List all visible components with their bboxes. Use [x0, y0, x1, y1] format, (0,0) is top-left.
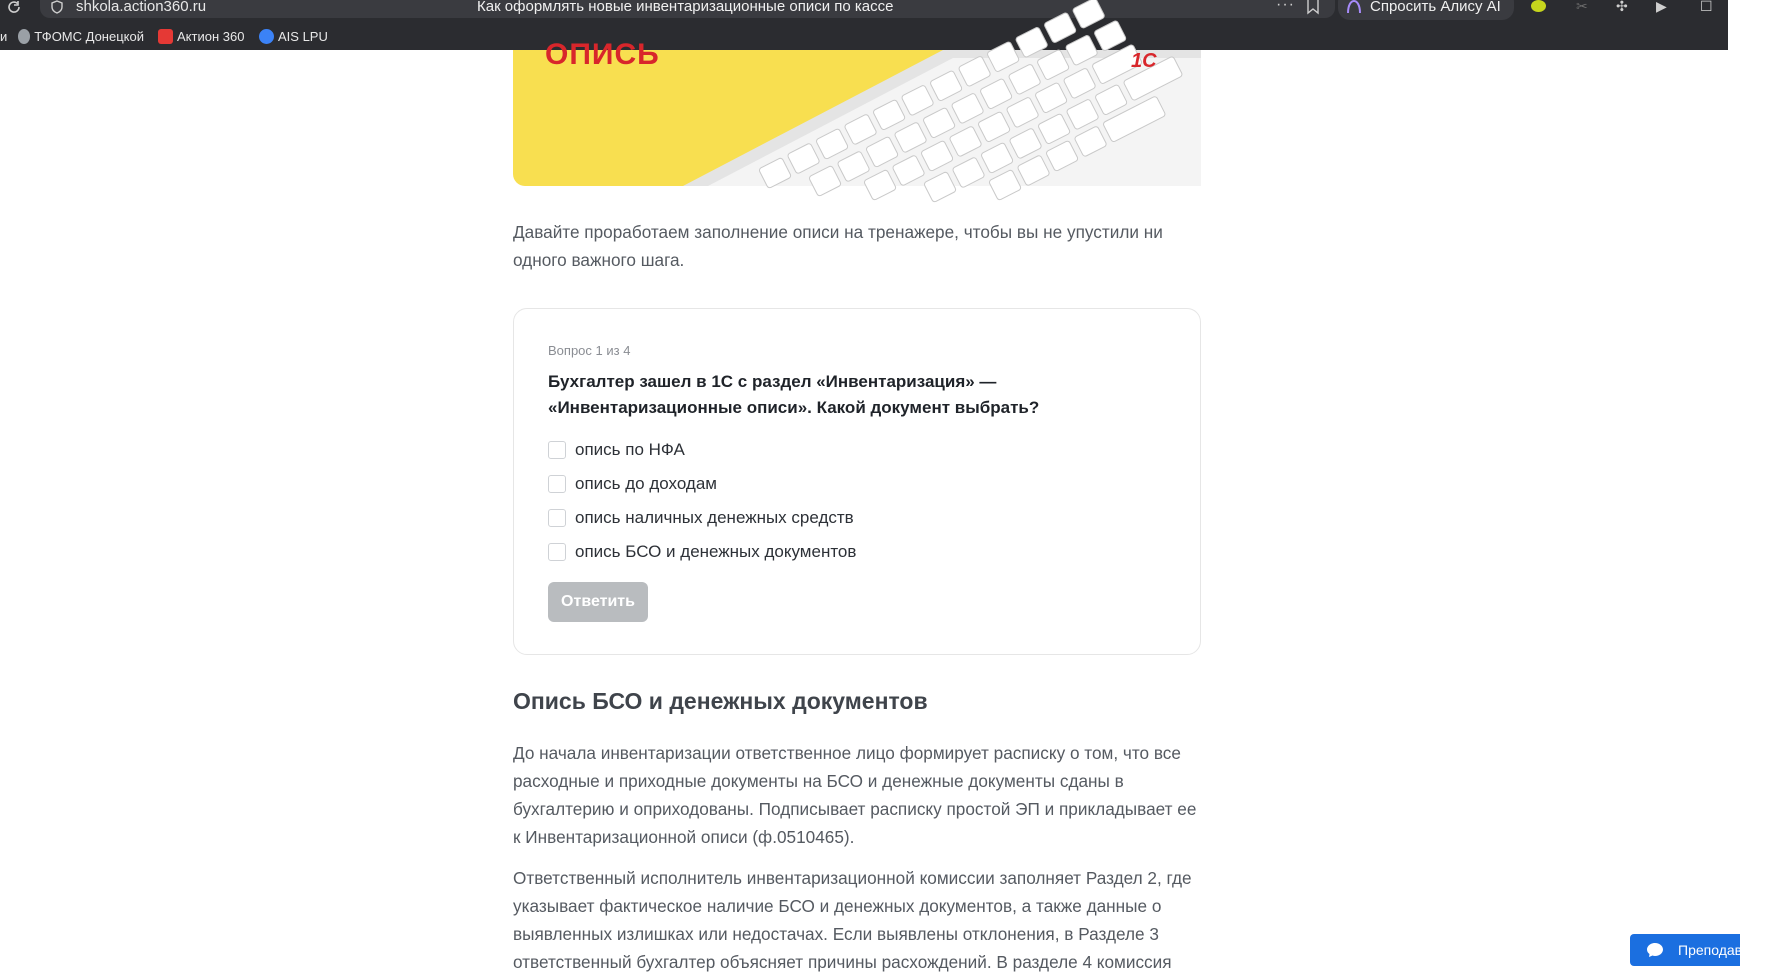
shield-icon[interactable] [50, 0, 64, 14]
question-text: Бухгалтер зашел в 1С с раздел «Инвентаризация» — «Инвентаризационные описи». Какой документ выбрать? [548, 372, 1040, 417]
answer-label: опись по НФА [575, 440, 685, 459]
article-paragraph: До начала инвентаризации ответственное лицо формирует расписку о том, что все расходные и приходные документы на БСО и денежные документы сданы в бухгалтерию и оприходованы. Подписывает расписку простой ЭП и прикладывает ее к Инвентаризационной описи (ф.0510465). [513, 743, 1197, 847]
answer-label: опись БСО и денежных документов [575, 542, 857, 561]
tfoms-icon [18, 29, 30, 44]
answer-option[interactable] [548, 474, 717, 494]
checkbox[interactable] [548, 509, 566, 527]
article-paragraph: Ответственный исполнитель инвентаризационной комиссии заполняет Раздел 2, где указывает фактическое наличие БСО и денежных документов, а также данные о выявленных излишках или недостачах. Если выявлены отклонения, в Разделе 3 ответственный бухгалтер объясняет причины расхождений. В разделе 4 комиссия [513, 868, 1192, 972]
action360-icon [158, 29, 173, 44]
question-counter: Вопрос 1 из 4 [548, 343, 631, 358]
answer-label: опись до доходам [575, 474, 717, 493]
bookmark-label: AIS LPU [278, 29, 328, 44]
bookmark-label: и [0, 29, 8, 44]
quiz-card [513, 308, 1201, 655]
bookmark-item-ais-lpu[interactable] [259, 29, 328, 44]
intro-paragraph: Давайте проработаем заполнение описи на тренажере, чтобы вы не упустили ни одного важного шага. [513, 222, 1163, 270]
checkbox[interactable] [548, 475, 566, 493]
answer-option[interactable] [548, 508, 854, 528]
bookmark-item-action360[interactable] [158, 29, 244, 44]
bookmark-item[interactable] [0, 29, 10, 44]
reload-icon[interactable] [6, 0, 26, 16]
more-menu-icon[interactable]: ··· [1276, 0, 1295, 13]
section-heading: Опись БСО и денежных документов [513, 688, 928, 714]
bookmark-label: Актион 360 [177, 29, 245, 44]
chat-bubble-icon [1646, 942, 1664, 958]
chat-icon[interactable]: ☐ [1700, 0, 1713, 14]
submit-answer-button[interactable]: Ответить [548, 582, 648, 622]
page-title: Как оформлять новые инвентаризационные описи по кассе [477, 0, 894, 15]
info-icon [259, 29, 274, 44]
answer-option[interactable] [548, 542, 856, 562]
alice-icon [1345, 0, 1363, 15]
answer-option[interactable] [548, 440, 685, 460]
media-icon[interactable]: ▶ [1656, 0, 1667, 14]
extension-icon[interactable] [1531, 0, 1546, 12]
bookmark-label: ТФОМС Донецкой [34, 29, 144, 44]
chat-label: Преподаватель [1678, 942, 1778, 958]
checkbox[interactable] [548, 441, 566, 459]
brand-logo: 1С [1131, 50, 1157, 72]
hero-title: ОПИСЬ [545, 38, 660, 71]
puzzle-icon[interactable]: ✣ [1616, 0, 1628, 14]
browser-toolbar [0, 0, 1728, 24]
answer-label: опись наличных денежных средств [575, 508, 854, 527]
bookmarks-bar [0, 24, 1728, 50]
checkbox[interactable] [548, 543, 566, 561]
alice-button-label[interactable]: Спросить Алису AI [1370, 0, 1501, 15]
bookmark-item-tfoms[interactable] [18, 29, 144, 44]
scissors-icon[interactable]: ✂ [1576, 0, 1588, 14]
teacher-chat-button[interactable] [1630, 934, 1778, 966]
url-text[interactable]: shkola.action360.ru [76, 0, 207, 15]
hero-image [513, 38, 1201, 186]
bookmark-icon[interactable] [1306, 0, 1320, 14]
